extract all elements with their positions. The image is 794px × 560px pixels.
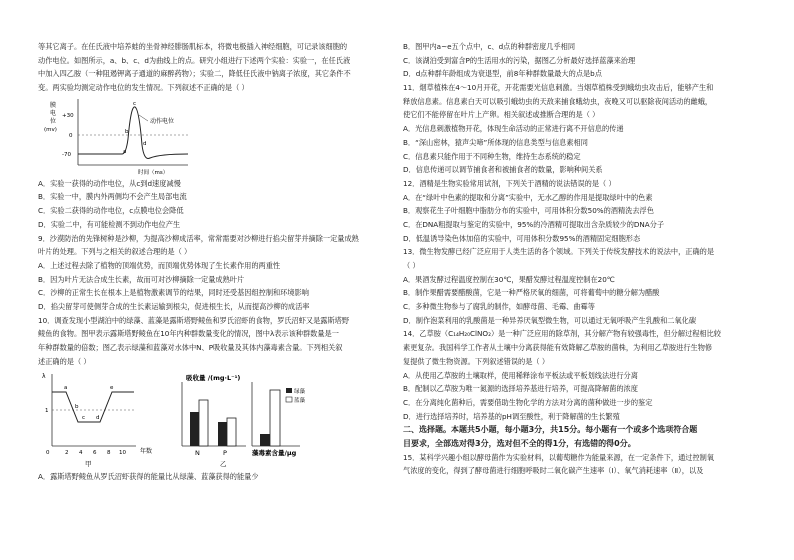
y-label-unit: (mv) [44, 126, 57, 133]
jia-x-label: 年数 [140, 448, 153, 456]
jia-y-label: λ [42, 373, 46, 381]
yi-bar-p-blue [227, 418, 236, 446]
option-c: C．该湖泊受到富含P的生活用水的污染，据图乙分析最好选择蓝藻来治理 [403, 55, 636, 65]
question-12: 12．酒精是生物实验常用试剂，下列关于酒精的说法错误的是（ ） [403, 178, 616, 188]
action-potential-figure [38, 95, 390, 177]
text-line: 变。两实验均测定动作电位的发生情况。下列叙述不正确的是（ ） [38, 83, 249, 93]
option-b: B．因为叶片无法合成生长素，故而可对沙柳摘除一定量成熟叶片 [38, 274, 245, 284]
text-line: 动作电位。如图所示，a、b、c、d为曲线上的点。研究小组进行下述两个实验：实验一，在任氏液 [38, 55, 351, 65]
legend-label-green: 绿藻 [294, 389, 306, 396]
yi-bar-n-blue [199, 400, 208, 446]
jia-tick: 2 [65, 450, 69, 457]
jia-tick: 0 [46, 450, 50, 457]
question-10-cont: 述正确的是（ ） [38, 356, 91, 366]
legend-label-blue: 蓝藻 [294, 398, 306, 405]
point-label-b: b [125, 128, 129, 135]
option-b: B．观察花生子叶细胞中脂肪分布的实验中，可用体积分数50%的酒精洗去浮色 [403, 206, 654, 216]
jia-point-d: d [96, 415, 100, 422]
curve-label: 动作电位 [150, 117, 175, 125]
yi-y-label: 吸收量 /(mg·L⁻¹) [186, 374, 241, 383]
yi-bar-n-green [190, 412, 199, 446]
jia-tick: 10 [119, 450, 126, 457]
jia-point-a: a [64, 385, 68, 392]
y-label-char: 电 [50, 109, 57, 117]
option-c: C．实验二获得的动作电位，c点膜电位会降低 [38, 206, 184, 216]
option-d: D．制作泡菜利用的乳酸菌是一种异养厌氧型微生物，可以通过无氧呼吸产生乳酸和二氧化碳 [403, 315, 697, 325]
question-14: 14．乙草胺（C₁₄H₂₀ClNO₂）是一种广泛应用的除草剂，其分解产物有较强毒性，但分解过程相比较 [403, 329, 721, 339]
left-column [38, 40, 390, 484]
question-11-cont: 释放信息素。信息素白天可以吸引蛾幼虫的天敌来捕食蛾幼虫，夜晚又可以驱除夜间活动的雌蛾， [403, 96, 713, 106]
option-b: B．图甲内a~e五个点中，c、d点的种群密度几乎相同 [403, 42, 576, 51]
question-10: 10．调查发现小型湖泊中的绿藻、蓝藻是露斯塔野鲮鱼和罗氏沼虾的食物，罗氏沼虾又是露斯塔野 [38, 315, 350, 325]
right-column [403, 40, 755, 478]
population-algae-svg [38, 368, 390, 470]
option-d: D．d点种群年龄组成为衰退型，前8年种群数量最大的点是b点 [403, 69, 602, 79]
question-11-cont: 使它们不能停留在叶片上产卵。相关叙述或推断合理的是（ ） [403, 110, 600, 120]
question-13: 13．微生物发酵已经广泛应用于人类生活的各个领域。下列关于传统发酵技术的说法中，正确的是 [403, 247, 715, 257]
option-a: A．光信息刺激植物开花，体现生命活动的正常进行离不开信息的传递 [403, 124, 624, 134]
jia-point-e: e [110, 385, 114, 392]
action-potential-svg [38, 95, 390, 177]
question-13-cont: （ ） [403, 261, 420, 270]
question-9-cont: 叶片的处理。下列与之相关的叙述合理的是（ ） [38, 247, 192, 257]
option-c: C．信息素只能作用于不同种生物，维持生态系统的稳定 [403, 151, 581, 161]
jia-tick: 8 [107, 450, 111, 457]
y-label-char: 膜 [50, 101, 57, 109]
y-tick-label: 0 [69, 132, 73, 139]
jia-tick: 1 [45, 408, 49, 415]
question-10-cont: 鲮鱼的食物。图甲表示露斯塔野鲮鱼在10年内种群数量变化的情况，图中λ表示该种群数量是一 [38, 329, 339, 339]
option-c: C．在DNA粗提取与鉴定的实验中，95%的冷酒精可提取出含杂质较少的DNA分子 [403, 219, 665, 229]
yi-bar-p-green [218, 422, 227, 446]
y-tick-label: -70 [62, 151, 71, 158]
option-d: D．低温诱导染色体加倍的实验中，可用体积分数95%的酒精固定细胞形态 [403, 233, 641, 243]
yi-toxin-blue [270, 390, 280, 446]
option-a: A．上述过程去除了植物的顶端优势，而顶端优势体现了生长素作用的两重性 [38, 260, 281, 270]
question-15-cont: 气浓度的变化，得到了酵母菌进行细胞呼吸时二氧化碳产生速率（Ⅰ）、氧气消耗速率（Ⅱ），以及 [403, 466, 704, 476]
option-d: D．掐尖留芽可使侧芽合成的生长素运输到根尖，促进根生长，从而提高沙柳的成活率 [38, 301, 310, 311]
legend-swatch-green [286, 388, 292, 393]
text-line: 中加入四乙胺（一种阻遏钾离子通道的麻醉药物）；实验二，降低任氏液中钠离子浓度，其它条件不 [38, 69, 351, 79]
jia-tick: 6 [93, 450, 97, 457]
option-a: A．露斯塔野鲮鱼从罗氏沼虾获得的能量比从绿藻、蓝藻获得的能量少 [38, 472, 259, 482]
question-9: 9．沙漠防治的先锋树种是沙柳，为提高沙柳成活率，常常需要对沙柳进行掐尖留芽并摘除一定量成熟 [38, 233, 359, 243]
question-15: 15．某科学兴趣小组以酵母菌作为实验材料，以葡萄糖作为能量来源，在一定条件下，通过控制氧 [403, 452, 715, 462]
section-heading: 二、选择题。本题共5小题，每小题3分，共15分。每小题有一个或多个选项符合题 [403, 425, 698, 435]
x-axis-label: 时间（ms） [138, 169, 169, 176]
yi-category-n: N [195, 449, 200, 458]
option-b: B．配制以乙草胺为唯一氮源的选择培养基进行培养，可提高降解菌的浓度 [403, 384, 638, 394]
option-c: C．多种微生物参与了腐乳的制作，如酵母菌、毛霉、曲霉等 [403, 302, 595, 312]
jia-lambda-curve [52, 392, 134, 422]
curve-pointer [139, 115, 148, 121]
option-a: A．实验一获得的动作电位，从c到d速度减慢 [38, 178, 181, 188]
y-tick-label: +30 [62, 112, 74, 119]
yi-category-p: P [223, 449, 227, 458]
yi-toxin-label: 藻毒素含量/μg [252, 449, 297, 458]
option-a: A．果酒发酵过程温度控制在30℃，果醋发酵过程温度控制在20℃ [403, 274, 615, 284]
option-d: D．进行选择培养时，培养基的pH调至酸性，利于降解菌的生长繁殖 [403, 411, 620, 421]
option-c: C．在分离纯化菌种后，需要借助生物化学的方法对分离的菌种做进一步的鉴定 [403, 397, 653, 407]
option-d: D．信息传递可以调节捕食者和被捕食者的数量，影响种间关系 [403, 165, 603, 175]
point-label-d: d [143, 140, 147, 147]
yi-caption: 乙 [220, 460, 227, 469]
jia-caption: 甲 [85, 460, 92, 469]
option-b: B．制作果醋需要醋酸菌，它是一种严格厌氧的细菌，可将葡萄中的糖分解为醋酸 [403, 288, 660, 298]
point-label-c: c [133, 100, 137, 107]
jia-point-c: c [82, 415, 86, 422]
option-a: A．在“绿叶中色素的提取和分离”实验中，无水乙醇的作用是提取绿叶中的色素 [403, 192, 653, 202]
option-b: B．实验一中，膜内外两侧均不会产生局部电流 [38, 192, 187, 202]
option-d: D．实验二中，有可能检测不到动作电位产生 [38, 219, 181, 229]
y-label-char: 位 [50, 117, 57, 125]
option-b: B．“深山密林，猿声尖啼”所体现的信息类型与信息素相同 [403, 137, 588, 147]
option-c: C．沙柳的正常生长在根本上是植物激素调节的结果，同时还受基因组控制和环境影响 [38, 288, 309, 298]
question-14-cont: 素更复杂。我国科学工作者从土壤中分离获得能有效降解乙草胺的菌株，为利用乙草胺进行生物修 [403, 343, 713, 353]
section-heading-cont: 目要求，全部选对得3分，选对但不全的得1分，有选错的得0分。 [403, 438, 636, 448]
jia-tick: 4 [79, 450, 83, 457]
legend-swatch-blue [286, 397, 292, 402]
point-label-a: a [123, 148, 127, 155]
action-potential-curve [78, 107, 188, 159]
question-14-cont: 复提供了微生物资源。下列叙述错误的是（ ） [403, 356, 550, 366]
population-algae-figure [38, 368, 390, 470]
option-a: A．从使用乙草胺的土壤取样，使用稀释涂布平板法或平板划线法进行分离 [403, 370, 638, 380]
question-11: 11．烟草植株在4～10月开花，开花需要光信息刺激。当烟草植株受到蛾幼虫攻击后，能够产生和 [403, 83, 714, 93]
yi-toxin-green [260, 434, 270, 446]
question-10-cont: 年种群数量的倍数；图乙表示绿藻和蓝藻对水体中N、P吸收量及其体内藻毒素含量。下列相关叙 [38, 343, 343, 352]
jia-point-b: b [75, 404, 79, 411]
text-line: 等其它离子。在任氏液中培养蛙的坐骨神经腓肠肌标本，将微电极插入神经细胞，可记录该细胞的 [38, 42, 348, 51]
